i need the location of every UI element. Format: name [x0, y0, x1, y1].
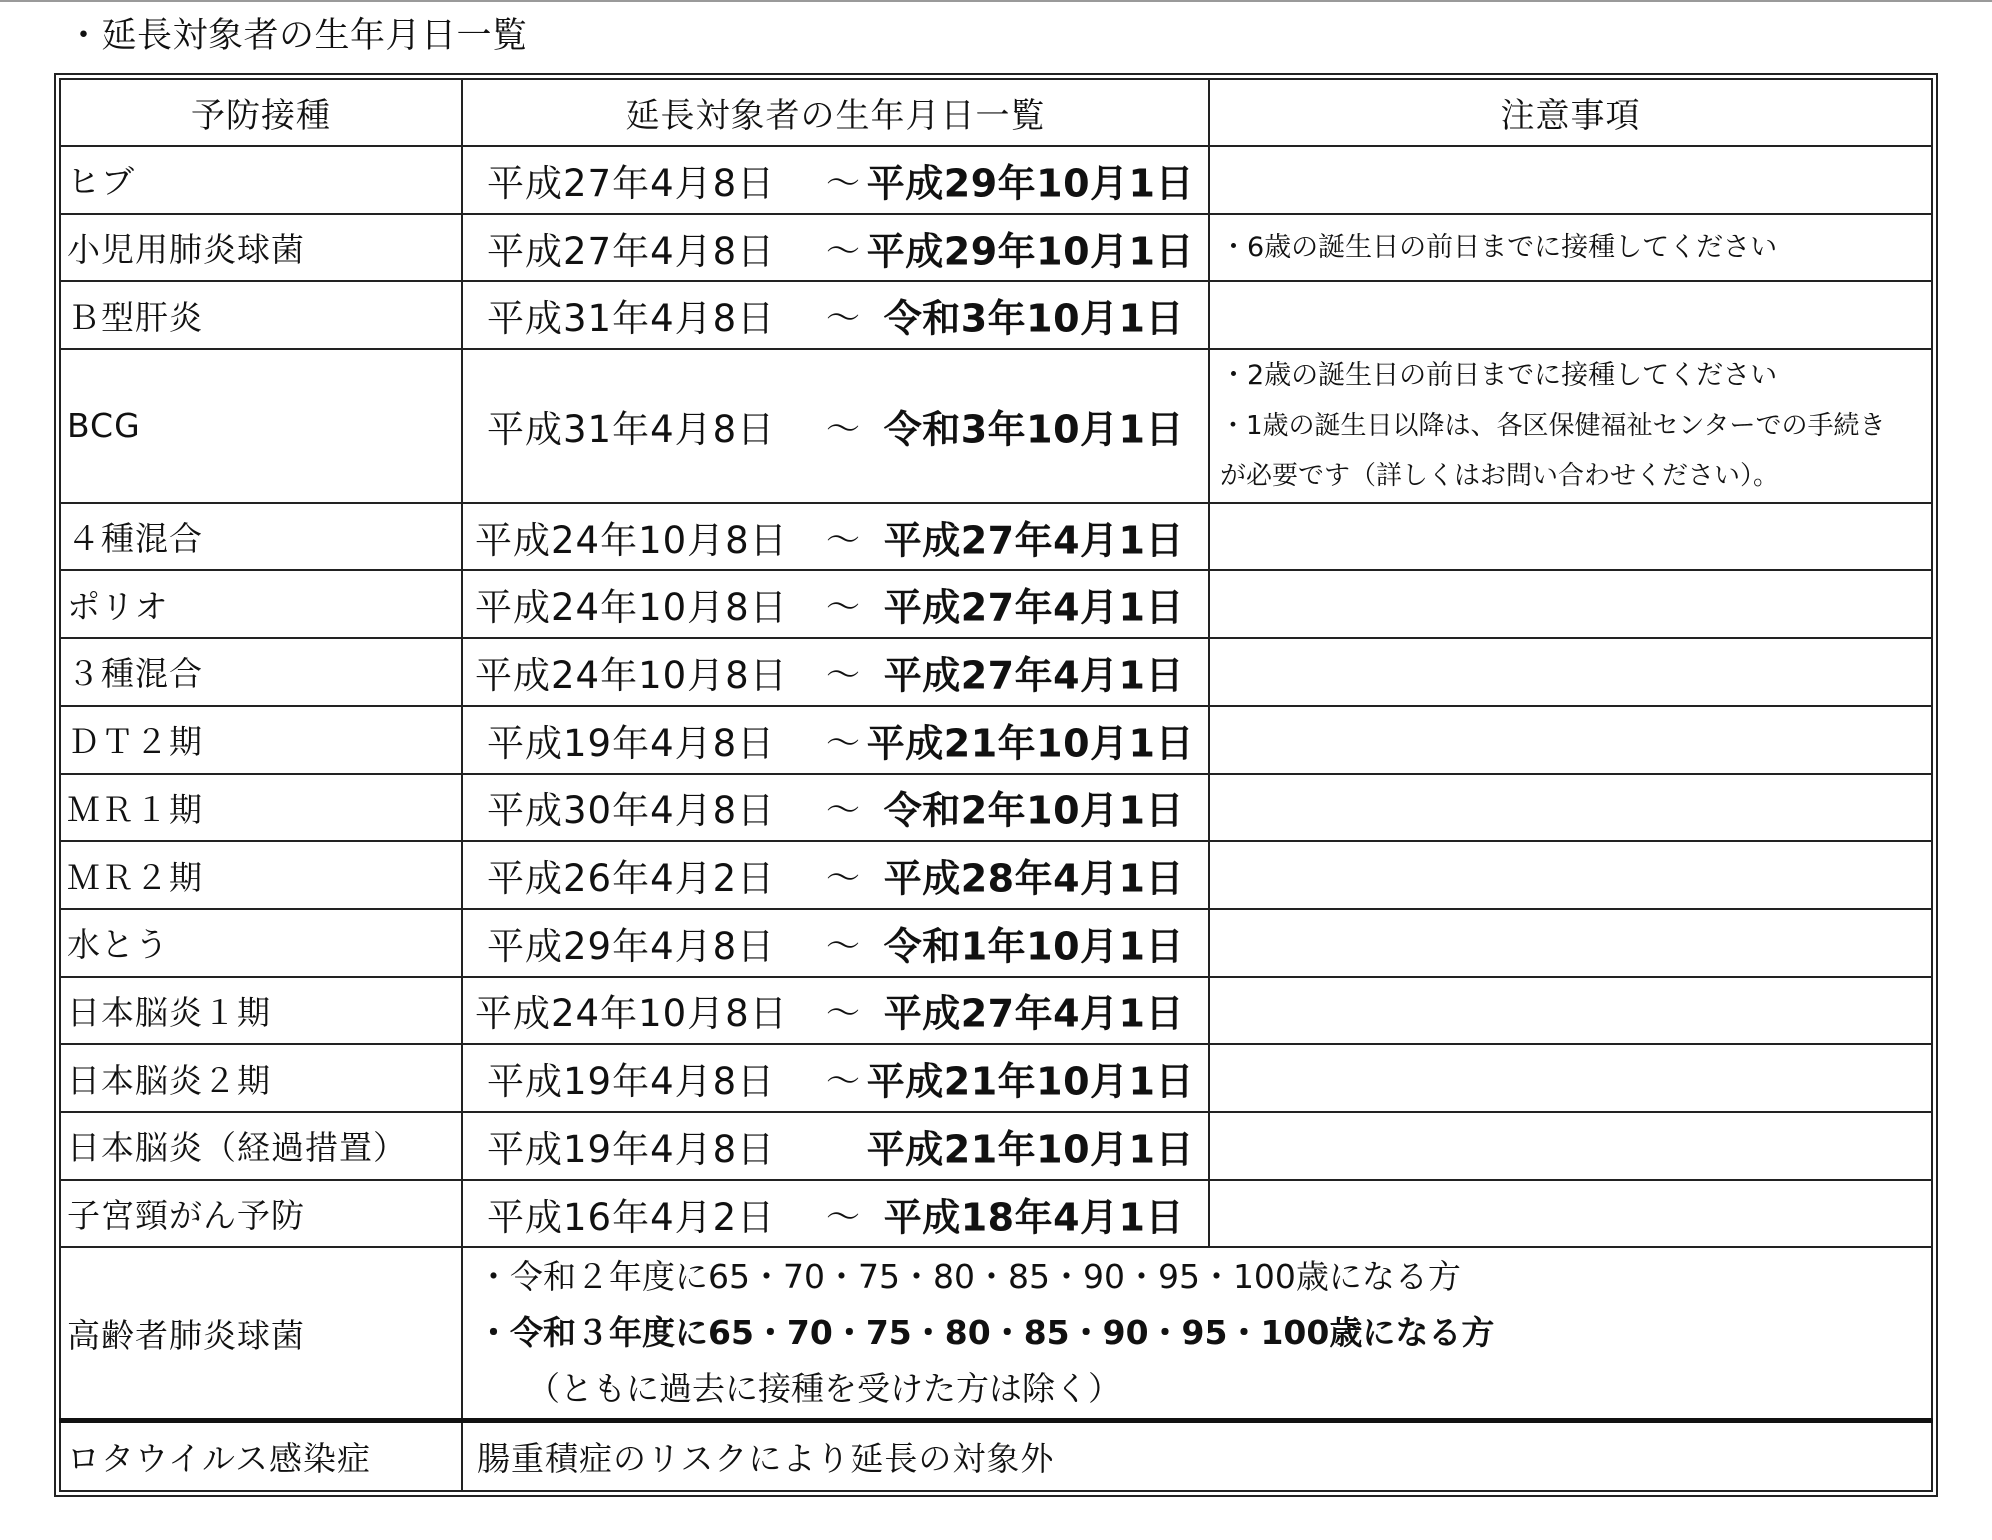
vaccine-name: ４種混合: [60, 503, 462, 571]
vaccine-name: Ｂ型肝炎: [60, 281, 462, 349]
note-cell: [1209, 774, 1932, 842]
range-end: 平成27年4月1日: [883, 991, 1184, 1036]
range-start: 平成16年4月2日: [487, 1195, 776, 1239]
vaccine-name: ＭＲ２期: [60, 841, 462, 909]
elderly-eligibility: [462, 1247, 1932, 1420]
range-tilde: ～: [826, 409, 860, 450]
page-title: ・延長対象者の生年月日一覧: [66, 16, 528, 56]
note-cell: [1209, 146, 1932, 214]
vaccine-name: BCG: [60, 349, 462, 503]
note-cell: [1209, 1180, 1932, 1248]
range-start: 平成24年10月8日: [475, 586, 788, 630]
range-start: 平成24年10月8日: [475, 653, 788, 697]
range-start: 平成29年4月8日: [487, 924, 776, 968]
table-row: [60, 706, 1932, 774]
birthdate-range: [462, 1112, 1209, 1180]
header-vaccine: 予防接種: [60, 79, 462, 146]
birthdate-range: [462, 214, 1209, 282]
range-start: 平成27年4月8日: [487, 161, 776, 205]
schedule-table-frame: [54, 73, 1938, 1497]
table-row: [60, 503, 1932, 571]
table-row: [60, 774, 1932, 842]
note-cell: [1209, 841, 1932, 909]
elderly-line-r3: ・令和３年度に65・70・75・80・85・90・95・100歳になる方: [477, 1313, 1495, 1353]
table-row: [60, 146, 1932, 214]
table-header-row: [60, 79, 1932, 146]
table-row: [60, 214, 1932, 282]
table-row: [60, 1044, 1932, 1112]
table-row: [60, 841, 1932, 909]
range-start: 平成24年10月8日: [475, 518, 788, 562]
table-row: [60, 977, 1932, 1045]
note-cell: [1209, 570, 1932, 638]
range-tilde: ～: [826, 858, 860, 899]
vaccine-name: 日本脳炎（経過措置）: [60, 1112, 462, 1180]
header-birthdate-range: 延長対象者の生年月日一覧: [462, 79, 1209, 146]
elderly-line-exclusion: （ともに過去に接種を受けた方は除く）: [527, 1369, 1121, 1409]
note-cell: [1209, 349, 1932, 503]
range-end: 平成21年10月1日: [866, 1059, 1194, 1104]
range-end: 平成28年4月1日: [883, 856, 1184, 901]
range-end: 平成21年10月1日: [866, 1127, 1194, 1172]
vaccine-name: ＭＲ１期: [60, 774, 462, 842]
note-cell: [1209, 281, 1932, 349]
birthdate-range: [462, 909, 1209, 977]
table-row: [60, 1180, 1932, 1248]
note-cell: [1209, 503, 1932, 571]
elderly-line-r2: ・令和２年度に65・70・75・80・85・90・95・100歳になる方: [477, 1257, 1461, 1297]
birthdate-range: [462, 638, 1209, 706]
range-start: 平成31年4月8日: [487, 407, 776, 451]
vaccine-name: 高齢者肺炎球菌: [60, 1247, 462, 1420]
range-tilde: ～: [826, 790, 860, 831]
range-start: 平成24年10月8日: [475, 992, 788, 1036]
birthdate-range: [462, 774, 1209, 842]
note-line: ・2歳の誕生日の前日までに接種してください: [1220, 359, 1778, 391]
table-row: [60, 349, 1932, 503]
range-start: 平成19年4月8日: [487, 1060, 776, 1104]
vaccine-name: ポリオ: [60, 570, 462, 638]
table-row: [60, 281, 1932, 349]
range-end: 令和3年10月1日: [883, 407, 1184, 452]
range-end: 令和3年10月1日: [883, 296, 1184, 341]
range-tilde: ～: [826, 655, 860, 696]
vaccine-name: ３種混合: [60, 638, 462, 706]
vaccine-name: 日本脳炎１期: [60, 977, 462, 1045]
birthdate-range: [462, 1180, 1209, 1248]
range-end: 令和2年10月1日: [883, 788, 1184, 833]
rotavirus-note: 腸重積症のリスクにより延長の対象外: [462, 1421, 1932, 1491]
vaccine-name: 小児用肺炎球菌: [60, 214, 462, 282]
range-end: 平成29年10月1日: [866, 161, 1194, 206]
top-divider: [0, 0, 1992, 2]
vaccination-schedule-table: [59, 78, 1933, 1492]
range-tilde: ～: [826, 993, 860, 1034]
range-end: 令和1年10月1日: [883, 924, 1184, 969]
table-row: [60, 909, 1932, 977]
birthdate-range: [462, 349, 1209, 503]
range-tilde: ～: [826, 163, 860, 204]
birthdate-range: [462, 503, 1209, 571]
range-end: 平成29年10月1日: [866, 229, 1194, 274]
note-cell: [1209, 977, 1932, 1045]
range-start: 平成19年4月8日: [487, 1127, 776, 1171]
birthdate-range: [462, 977, 1209, 1045]
range-start: 平成27年4月8日: [487, 229, 776, 273]
note-cell: [1209, 1112, 1932, 1180]
birthdate-range: [462, 281, 1209, 349]
range-start: 平成30年4月8日: [487, 789, 776, 833]
header-notes: 注意事項: [1209, 79, 1932, 146]
range-end: 平成21年10月1日: [866, 721, 1194, 766]
range-start: 平成19年4月8日: [487, 721, 776, 765]
range-end: 平成27年4月1日: [883, 653, 1184, 698]
note-cell: [1209, 638, 1932, 706]
range-start: 平成26年4月2日: [487, 857, 776, 901]
range-tilde: ～: [826, 926, 860, 967]
vaccine-name: 日本脳炎２期: [60, 1044, 462, 1112]
note-cell: [1209, 1044, 1932, 1112]
birthdate-range: [462, 706, 1209, 774]
vaccine-name: 子宮頸がん予防: [60, 1180, 462, 1248]
range-tilde: ～: [826, 587, 860, 628]
birthdate-range: [462, 841, 1209, 909]
range-tilde: ～: [826, 1197, 860, 1238]
birthdate-range: [462, 570, 1209, 638]
birthdate-range: [462, 146, 1209, 214]
range-tilde: ～: [826, 1061, 860, 1102]
vaccine-name: ロタウイルス感染症: [60, 1421, 462, 1491]
table-row: [60, 638, 1932, 706]
range-tilde: ～: [826, 520, 860, 561]
range-start: 平成31年4月8日: [487, 297, 776, 341]
birthdate-range: [462, 1044, 1209, 1112]
range-tilde: ～: [826, 231, 860, 272]
range-end: 平成18年4月1日: [883, 1195, 1184, 1240]
vaccine-name: 水とう: [60, 909, 462, 977]
note-cell: [1209, 706, 1932, 774]
table-row-rotavirus: [60, 1421, 1932, 1491]
note-cell: [1209, 909, 1932, 977]
note-line: が必要です（詳しくはお問い合わせください）。: [1220, 460, 1780, 491]
vaccine-name: ヒブ: [60, 146, 462, 214]
note-cell: ・6歳の誕生日の前日までに接種してください: [1209, 214, 1932, 282]
table-row-elderly-pneumococcal: [60, 1247, 1932, 1420]
range-tilde: ～: [826, 298, 860, 339]
range-end: 平成27年4月1日: [883, 518, 1184, 563]
table-row: [60, 1112, 1932, 1180]
vaccine-name: ＤＴ２期: [60, 706, 462, 774]
table-row: [60, 570, 1932, 638]
range-tilde: ～: [826, 723, 860, 764]
range-end: 平成27年4月1日: [883, 585, 1184, 630]
note-line: ・1歳の誕生日以降は、各区保健福祉センターでの手続き: [1220, 410, 1886, 441]
